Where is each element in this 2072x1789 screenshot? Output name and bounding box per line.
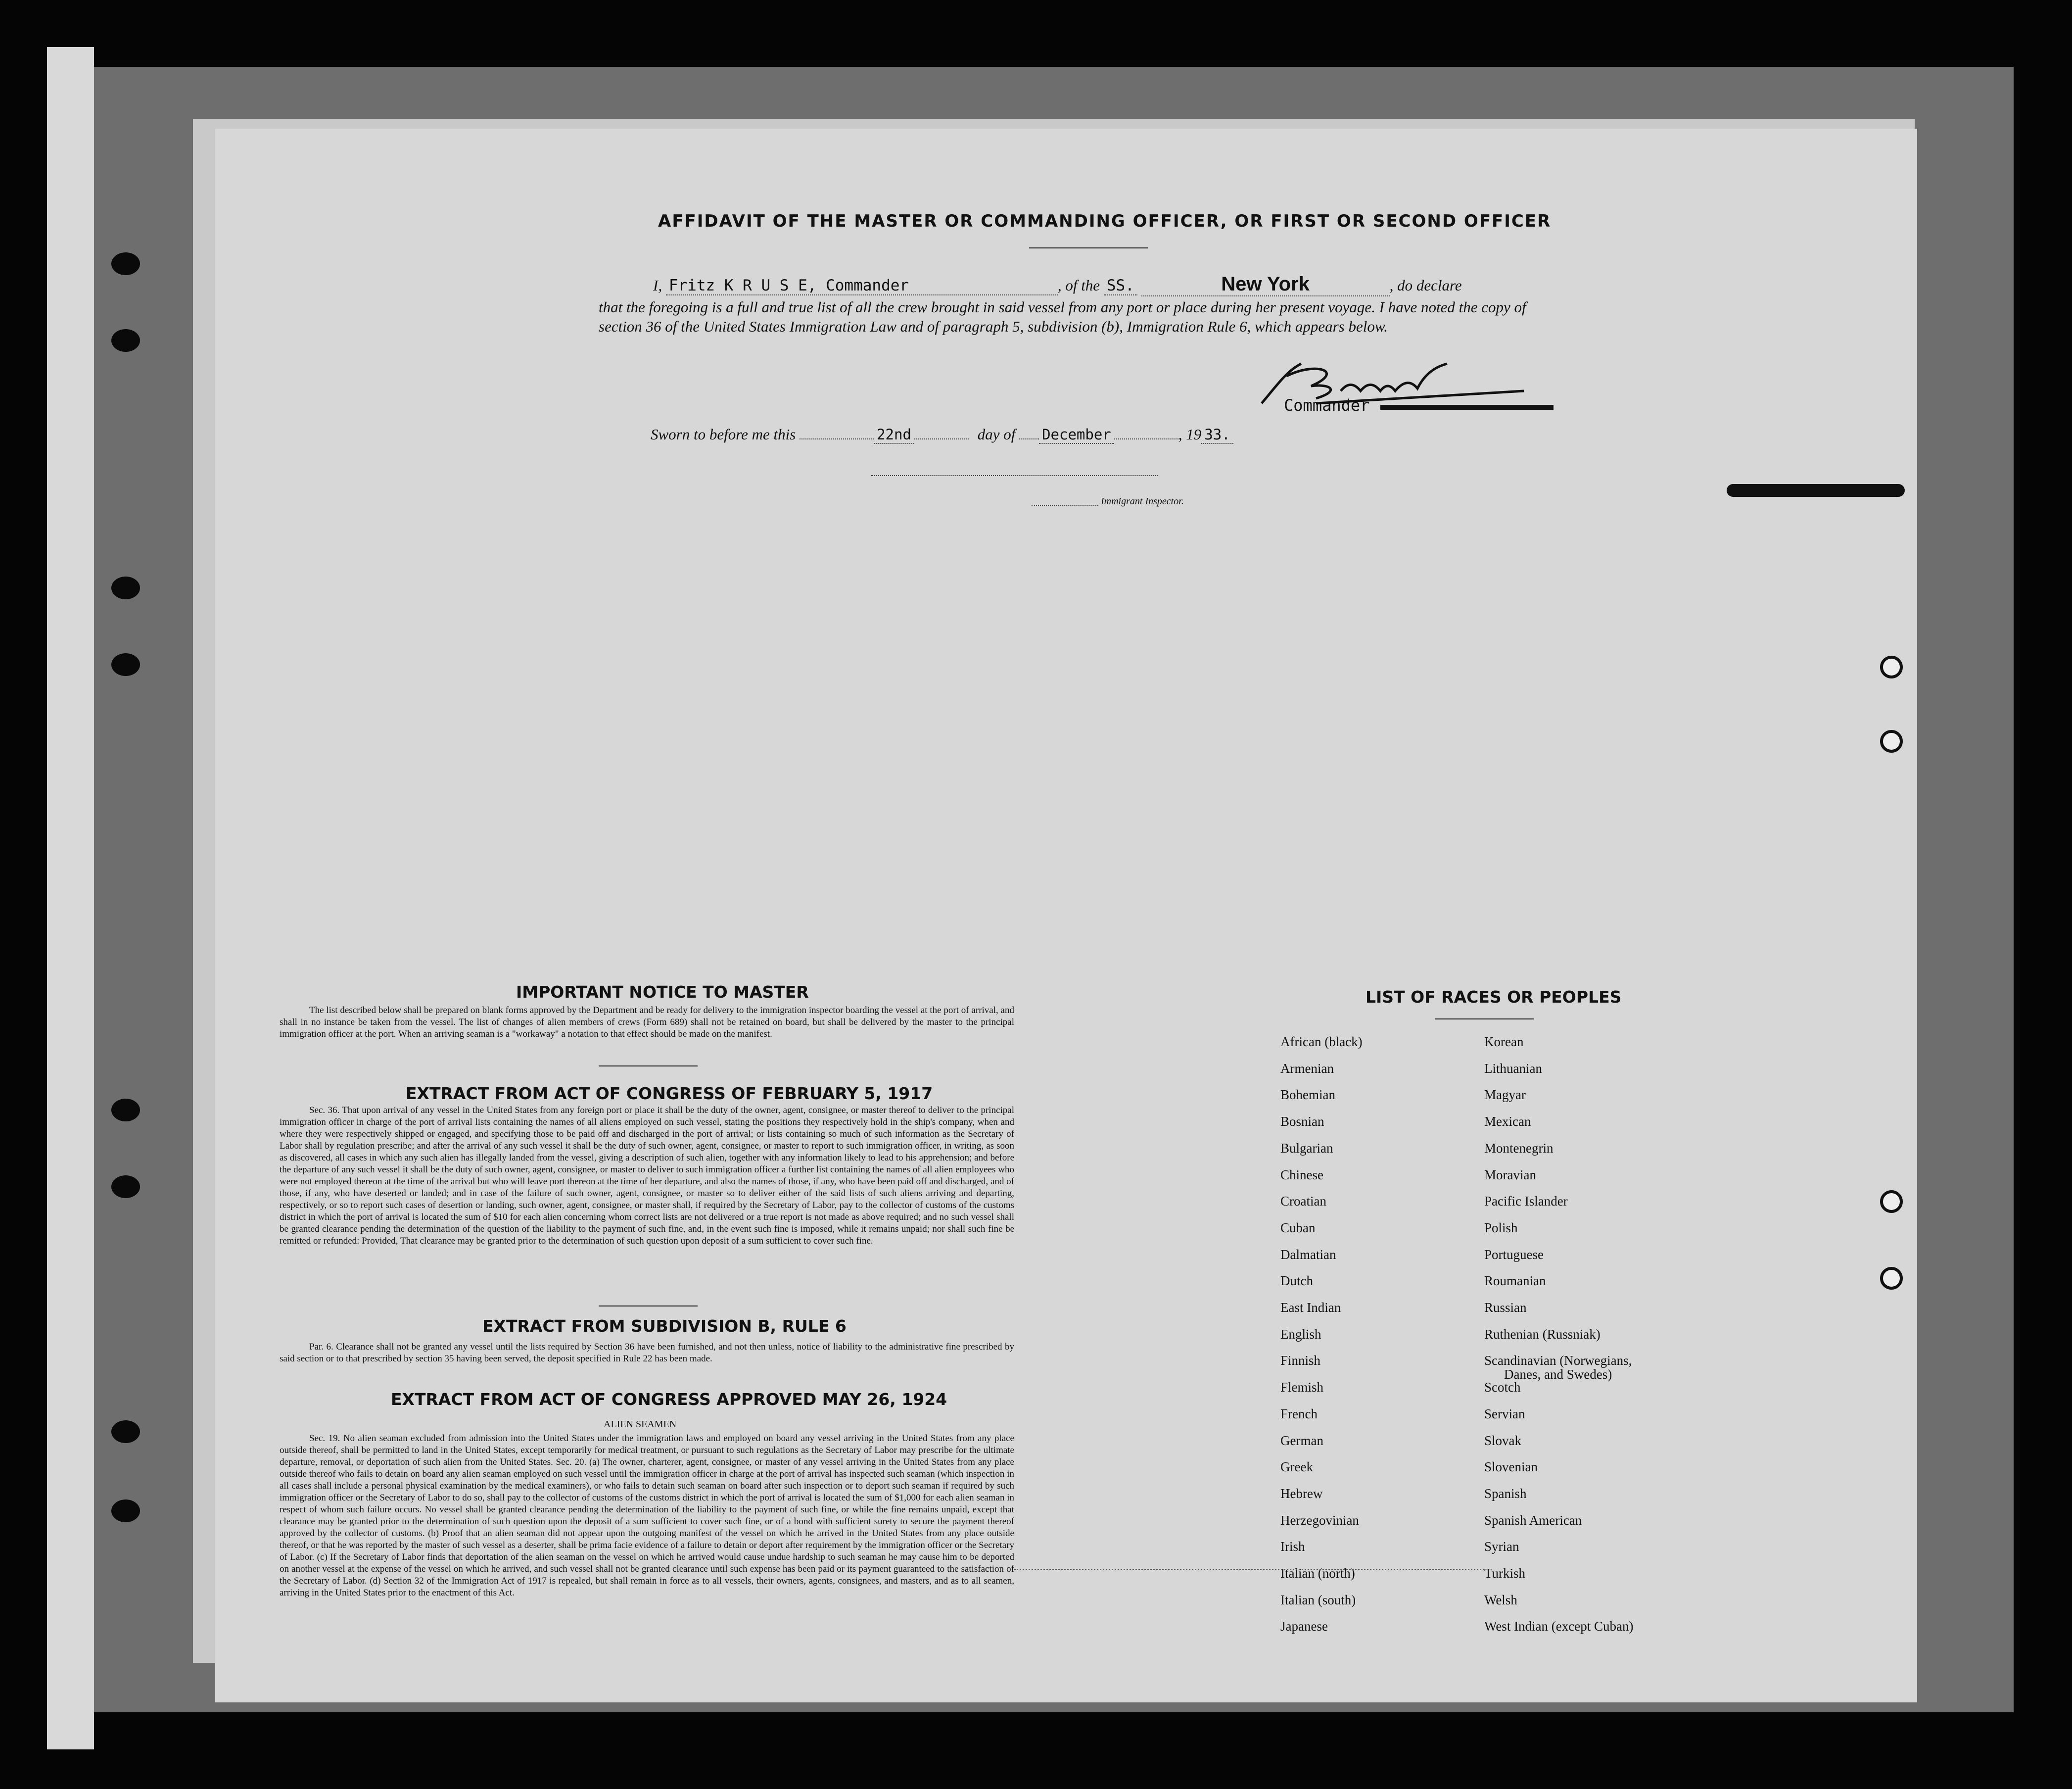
punch-hole	[1880, 1267, 1903, 1290]
race-item: Moravian	[1484, 1167, 1536, 1182]
race-item: Greek	[1280, 1459, 1313, 1475]
race-item: Korean	[1484, 1034, 1524, 1049]
races-divider	[1435, 1018, 1534, 1019]
race-item: Syrian	[1484, 1539, 1519, 1554]
race-item: German	[1280, 1433, 1323, 1448]
race-item: East Indian	[1280, 1300, 1341, 1315]
punch-hole	[1880, 656, 1903, 678]
punch-hole	[1880, 730, 1903, 753]
race-item: Cuban	[1280, 1220, 1316, 1235]
race-item: Slovak	[1484, 1433, 1522, 1448]
race-item: Mexican	[1484, 1114, 1531, 1129]
race-item: Irish	[1280, 1539, 1305, 1554]
races-title: LIST OF RACES OR PEOPLES	[1366, 987, 1622, 1007]
race-item: Danes, and Swedes)	[1504, 1367, 1612, 1382]
race-item: Dutch	[1280, 1273, 1313, 1289]
sworn-year: 33.	[1201, 426, 1233, 444]
declarant-name: Fritz K R U S E, Commander	[666, 277, 1058, 295]
fold-line	[1014, 1569, 1484, 1570]
race-item: Croatian	[1280, 1194, 1326, 1209]
race-item: English	[1280, 1326, 1321, 1342]
extract-1924-subtitle: ALIEN SEAMEN	[604, 1419, 677, 1430]
binder-hole	[111, 329, 140, 352]
of-the-label: , of the	[1057, 277, 1100, 294]
ss-prefix: SS.	[1104, 277, 1137, 295]
notice-title: IMPORTANT NOTICE TO MASTER	[516, 982, 809, 1002]
race-item: Bohemian	[1280, 1087, 1335, 1103]
race-item: French	[1280, 1406, 1318, 1421]
race-item: Turkish	[1484, 1566, 1526, 1581]
race-item: Portuguese	[1484, 1247, 1544, 1262]
race-item: Magyar	[1484, 1087, 1526, 1103]
race-item: Roumanian	[1484, 1273, 1546, 1289]
sworn-day: 22nd	[874, 426, 914, 444]
year-prefix: , 19	[1178, 426, 1202, 443]
extract-1917-title: EXTRACT FROM ACT OF CONGRESS OF FEBRUARY 5, 1917	[406, 1084, 933, 1103]
binder-hole	[111, 1175, 140, 1198]
race-item: Armenian	[1280, 1061, 1334, 1076]
race-item: Herzegovinian	[1280, 1512, 1359, 1528]
inspector-signature-line	[871, 475, 1158, 476]
race-item: Scotch	[1484, 1380, 1521, 1395]
race-item: Slovenian	[1484, 1459, 1538, 1475]
race-item: Chinese	[1280, 1167, 1323, 1182]
race-item: Spanish	[1484, 1486, 1527, 1501]
race-item: Scandinavian (Norwegians,	[1484, 1353, 1632, 1368]
race-item: Italian (south)	[1280, 1592, 1356, 1607]
binder-hole	[111, 653, 140, 676]
extract-1924-text: Sec. 19. No alien seaman excluded from admission into the United States under the immigration laws and employed on board any vessel arriving in the United States from any place outside thereof, shall be permitted to land in the United States, except temporarily for medical treatment, or pursuant to such regulations as the Secretary of Labor may prescribe for the ultimate departure, removal, or deportation of such alien from the United States. Sec. 20. (a) The owner, charterer, agent, consignee, or master of any vessel arriving in the United States from any place outside thereof who fails to detain on board any alien seaman employed on such vessel until the immigration officer in charge at the port of arrival has inspected such seaman (which inspection in all cases shall include a personal physical examination by the medical examiners), or who fails to detain such seaman on board after such inspection or to deport such seaman if required by such immigration officer or the Secretary of Labor to do so, shall pay to the collector of customs of the customs district in which the port of arrival is located the sum of $1,000 for each alien seaman in respect of whom such failure occurs. No vessel shall be granted clearance pending the determination of the liability to the payment of such fine, or while the fine remains unpaid, except that clearance may be granted prior to the determination of such question upon the deposit of a sum sufficient to cover such fine, or of a bond with sufficient surety to secure the payment thereof approved by the collector of customs. (b) Proof that an alien seaman did not appear upon the outgoing manifest of the vessel on which he arrived in the United States from any place outside thereof, or that he was reported by the master of such vessel as a deserter, shall be prima facie evidence of a failure to detain or deport after requirement by the immigration officer or the Secretary of Labor. (c) If the Secretary of Labor finds that deportation of the alien seaman on the vessel on which he arrived would cause undue hardship to such seaman he may cause him to be deported on another vessel at the expense of the vessel on which he arrived, and such vessel shall not be granted clearance until such expense has been paid or its payment guaranteed to the satisfaction of the Secretary of Labor. (d) Section 32 of the Immigration Act of 1917 is repealed, but shall remain in force as to all vessels, their owners, agents, consignees, and masters, and as to all seamen, arriving in the United States prior to the enactment of this Act.	[280, 1433, 1014, 1598]
title-divider	[1029, 247, 1148, 248]
race-item: Bulgarian	[1280, 1140, 1333, 1156]
race-item: Ruthenian (Russniak)	[1484, 1326, 1601, 1342]
affidavit-title: AFFIDAVIT OF THE MASTER OR COMMANDING OFFICER, OR FIRST OR SECOND OFFICER	[658, 211, 1552, 231]
extract-rule6-text: Par. 6. Clearance shall not be granted any vessel until the lists required by Section 36 have been furnished, and not then unless, notice of liability to the administrative fine prescribed by said section or to that prescribed by section 35 having been served, the deposit specified in Rule 22 has been made.	[280, 1342, 1014, 1364]
binder-hole	[111, 1099, 140, 1121]
race-item: African (black)	[1280, 1034, 1363, 1049]
race-item: Italian (north)	[1280, 1566, 1355, 1581]
inspector-label: Immigrant Inspector.	[1101, 496, 1184, 507]
day-of-label: day of	[977, 426, 1016, 443]
race-item: Pacific Islander	[1484, 1194, 1568, 1209]
left-paper-strip	[47, 47, 94, 1749]
sworn-label: Sworn to before me this	[651, 426, 796, 443]
race-item: Dalmatian	[1280, 1247, 1336, 1262]
extract-1924-title: EXTRACT FROM ACT OF CONGRESS APPROVED MAY 26, 1924	[391, 1390, 947, 1409]
race-item: Montenegrin	[1484, 1140, 1554, 1156]
binder-hole	[111, 1420, 140, 1443]
do-declare-label: , do declare	[1389, 277, 1462, 294]
notice-text: The list described below shall be prepared on blank forms approved by the Department and be ready for delivery to the immigration inspector boarding the vessel at the port of arrival, and shall in no instance be taken from the vessel. The list of changes of alien members of crews (Form 689) shall not be retained on board, but shall be delivered by the master to the principal immigration officer at the port. When an arriving seaman is a "workaway" a notation to that effect should be made on the manifest.	[280, 1005, 1014, 1039]
signature-title: Commander	[1284, 396, 1370, 415]
race-item: West Indian (except Cuban)	[1484, 1619, 1634, 1634]
extract-rule6-title: EXTRACT FROM SUBDIVISION B, RULE 6	[482, 1316, 847, 1336]
sworn-line	[651, 426, 1233, 443]
affidavit-declaration	[599, 273, 1558, 336]
race-item: Servian	[1484, 1406, 1525, 1421]
section-divider	[599, 1065, 698, 1066]
redaction-mark	[1727, 484, 1905, 497]
race-item: Japanese	[1280, 1619, 1328, 1634]
sworn-month: December	[1039, 426, 1114, 444]
race-item: Russian	[1484, 1300, 1527, 1315]
binder-hole	[111, 252, 140, 275]
race-item: Spanish American	[1484, 1512, 1582, 1528]
race-item: Polish	[1484, 1220, 1518, 1235]
race-item: Welsh	[1484, 1592, 1517, 1607]
ship-name: New York	[1141, 273, 1390, 296]
section-divider	[599, 1305, 698, 1306]
race-item: Bosnian	[1280, 1114, 1324, 1129]
race-item: Lithuanian	[1484, 1061, 1542, 1076]
binder-hole	[111, 577, 140, 599]
race-item: Finnish	[1280, 1353, 1321, 1368]
extract-1917-text: Sec. 36. That upon arrival of any vessel in the United States from any foreign port or place it shall be the duty of the owner, agent, consignee, or master thereof to deliver to the principal immigration officer in charge of the port of arrival lists containing the names of all aliens employed on such vessel, stating the positions they respectively hold in the ship's company, when and where they were respectively shipped or engaged, and specifying those to be paid off and discharged in the port of arrival; or lists containing so much of such information as the Secretary of Labor shall by regulation prescribe; and after the arrival of any such vessel it shall be the duty of such owner, agent, consignee, or master to report to such immigration officer, in writing, as soon as discovered, all cases in which any such alien has illegally landed from the vessel, giving a description of such alien, together with any information likely to lead to his apprehension; and before the departure of any such vessel it shall be the duty of such owner, agent, consignee, or master to deliver to such immigration officer a further list containing the names of all alien employees who were not employed thereon at the time of the arrival but who will leave port thereon at the time of her departure, and also the names of those, if any, who have been paid off and discharged, and of those, if any, who have deserted or landed; and in case of the failure of such owner, agent, consignee, or master so to deliver either of the said lists of such aliens arriving and departing, respectively, or so to report such cases of desertion or landing, such owner, agent, consignee, or master shall, if required by the Secretary of Labor, pay to the collector of customs of the customs district in which the port of arrival is located the sum of $10 for each alien concerning whom correct lists are not delivered or a true report is not made as above required; and no such vessel shall be granted clearance pending the determination of the question of the liability to the payment of such fine, and, in the event such fine is imposed, while it remains unpaid; nor shall such fine be remitted or refunded: Provided, That clearance may be granted prior to the determination of such question upon deposit of a sum sufficient to cover such fine.	[280, 1105, 1014, 1246]
struck-title	[1380, 405, 1554, 410]
punch-hole	[1880, 1190, 1903, 1213]
race-item: Hebrew	[1280, 1486, 1323, 1501]
binder-hole	[111, 1499, 140, 1522]
declarant-label: I,	[653, 277, 662, 294]
declaration-text: that the foregoing is a full and true list of all the crew brought in said vessel from any port or place during her present voyage. I have noted the copy of section 36 of the United States Immigration Law and of paragraph 5, subdivision (b), Immigration Rule 6, which appears below.	[599, 298, 1526, 335]
race-item: Flemish	[1280, 1380, 1324, 1395]
